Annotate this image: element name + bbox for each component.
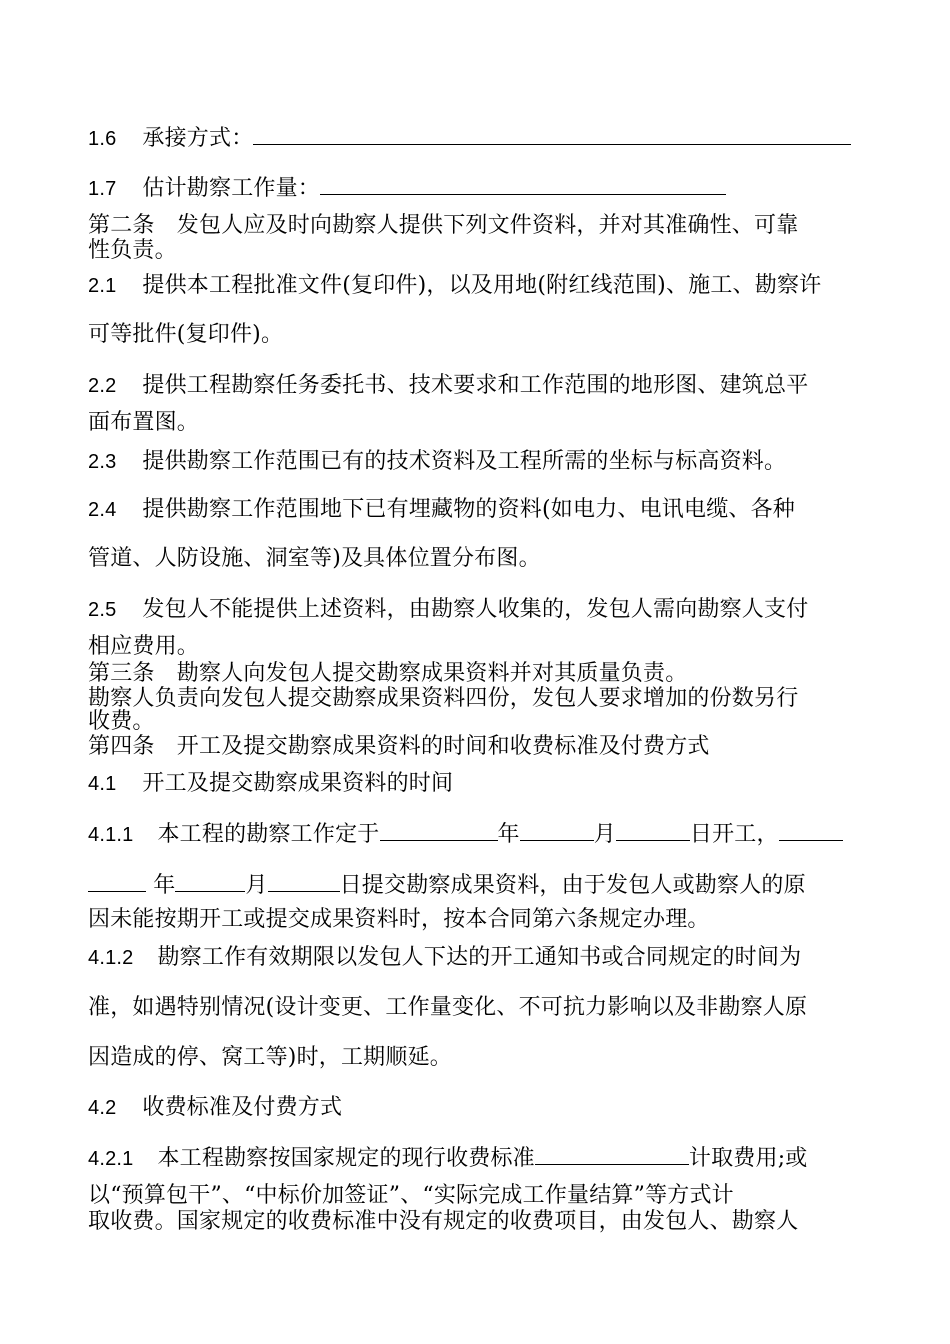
clause-2-5-line-1 bbox=[88, 597, 808, 623]
clause-text: 提供工程勘察任务委托书、技术要求和工作范围的地形图、建筑总平 bbox=[142, 373, 809, 398]
clause-4-1-2-line-2: 准，如遇特别情况(设计变更、工作量变化、不可抗力影响以及非勘察人原 bbox=[88, 995, 808, 1020]
clause-2-2-line-1 bbox=[88, 373, 808, 399]
clause-4-2-1-line-1 bbox=[88, 1144, 808, 1172]
clause-2-2-line-2: 面布置图。 bbox=[88, 410, 200, 435]
clause-2-1-line-2: 可等批件(复印件)。 bbox=[88, 322, 284, 347]
fill-blank-submit-day[interactable] bbox=[268, 871, 340, 892]
clause-number: 4.1.2 bbox=[88, 947, 134, 969]
clause-number: 2.5 bbox=[88, 599, 117, 621]
clause-number: 2.1 bbox=[88, 275, 117, 297]
year-label: 年 bbox=[146, 873, 176, 898]
clause-4-1-2-line-1 bbox=[88, 945, 801, 971]
year-label: 年 bbox=[497, 822, 520, 847]
clause-2-3 bbox=[88, 449, 786, 475]
fill-blank-start-month[interactable] bbox=[520, 820, 594, 841]
clause-4-2-1-line-2: 以“预算包干”、“中标价加签证”、“实际完成工作量结算”等方式计 bbox=[88, 1183, 734, 1208]
clause-number: 2.3 bbox=[88, 451, 117, 473]
month-label: 月 bbox=[593, 822, 616, 847]
fill-blank-submit-year-part-2[interactable] bbox=[88, 871, 146, 892]
clause-2-5-line-2: 相应费用。 bbox=[88, 634, 200, 659]
clause-number: 1.7 bbox=[88, 178, 117, 200]
clause-4-1-1-line-1 bbox=[88, 820, 843, 848]
start-day-label: 日开工， bbox=[689, 822, 779, 847]
clause-text: 本工程的勘察工作定于 bbox=[157, 822, 380, 847]
fill-blank-fee-standard[interactable] bbox=[535, 1144, 689, 1165]
clause-2-4-line-1 bbox=[88, 497, 795, 523]
clause-text: 提供勘察工作范围已有的技术资料及工程所需的坐标与标高资料。 bbox=[142, 449, 787, 474]
article-3-line-3: 收费。 bbox=[88, 709, 155, 734]
clause-4-1-2-line-3: 因造成的停、窝工等)时，工期顺延。 bbox=[88, 1045, 452, 1070]
clause-text: 勘察工作有效期限以发包人下达的开工通知书或合同规定的时间为 bbox=[157, 945, 802, 970]
clause-1-6 bbox=[88, 124, 851, 152]
clause-number: 2.2 bbox=[88, 375, 117, 397]
fill-blank-start-year[interactable] bbox=[380, 820, 498, 841]
article-2-line-2: 性负责。 bbox=[88, 238, 177, 263]
fill-blank-workload[interactable] bbox=[320, 174, 726, 195]
clause-number: 4.1 bbox=[88, 773, 117, 795]
clause-1-7 bbox=[88, 174, 726, 202]
clause-text: 日提交勘察成果资料，由于发包人或勘察人的原 bbox=[339, 873, 806, 898]
clause-number: 4.1.1 bbox=[88, 824, 134, 846]
fill-blank-contract-method[interactable] bbox=[253, 124, 851, 145]
month-label: 月 bbox=[245, 873, 268, 898]
article-3-line-1: 第三条 勘察人向发包人提交勘察成果资料并对其质量负责。 bbox=[88, 661, 688, 686]
clause-text: 计取费用;或 bbox=[688, 1146, 808, 1171]
clause-number: 4.2 bbox=[88, 1097, 117, 1119]
article-2-line-1: 第二条 发包人应及时向勘察人提供下列文件资料，并对其准确性、可靠 bbox=[88, 213, 799, 238]
article-4-line-1: 第四条 开工及提交勘察成果资料的时间和收费标准及付费方式 bbox=[88, 734, 710, 759]
clause-4-1-1-line-3: 因未能按期开工或提交成果资料时，按本合同第六条规定办理。 bbox=[88, 907, 710, 932]
clause-4-2-1-line-3: 取收费。国家规定的收费标准中没有规定的收费项目，由发包人、勘察人 bbox=[88, 1209, 799, 1234]
clause-number: 1.6 bbox=[88, 128, 117, 150]
article-3-line-2: 勘察人负责向发包人提交勘察成果资料四份，发包人要求增加的份数另行 bbox=[88, 686, 799, 711]
clause-text: 提供勘察工作范围地下已有埋藏物的资料(如电力、电讯电缆、各种 bbox=[142, 497, 795, 522]
clause-label: 估计勘察工作量： bbox=[142, 176, 321, 201]
clause-4-2 bbox=[88, 1095, 342, 1121]
fill-blank-start-day[interactable] bbox=[616, 820, 690, 841]
clause-number: 2.4 bbox=[88, 499, 117, 521]
clause-2-4-line-2: 管道、人防设施、洞室等)及具体位置分布图。 bbox=[88, 546, 541, 571]
clause-text: 提供本工程批准文件(复印件)，以及用地(附红线范围)、施工、勘察许 bbox=[142, 273, 822, 298]
clause-text: 本工程勘察按国家规定的现行收费标准 bbox=[157, 1146, 535, 1171]
clause-2-1-line-1 bbox=[88, 273, 821, 299]
clause-text: 发包人不能提供上述资料，由勘察人收集的，发包人需向勘察人支付 bbox=[142, 597, 809, 622]
fill-blank-submit-month[interactable] bbox=[175, 871, 245, 892]
clause-4-1-1-line-2 bbox=[88, 871, 806, 899]
clause-text: 开工及提交勘察成果资料的时间 bbox=[142, 771, 454, 796]
fill-blank-submit-year-part-1[interactable] bbox=[779, 820, 843, 841]
clause-label: 承接方式： bbox=[142, 126, 254, 151]
clause-4-1 bbox=[88, 771, 453, 797]
clause-number: 4.2.1 bbox=[88, 1148, 134, 1170]
clause-text: 收费标准及付费方式 bbox=[142, 1095, 343, 1120]
